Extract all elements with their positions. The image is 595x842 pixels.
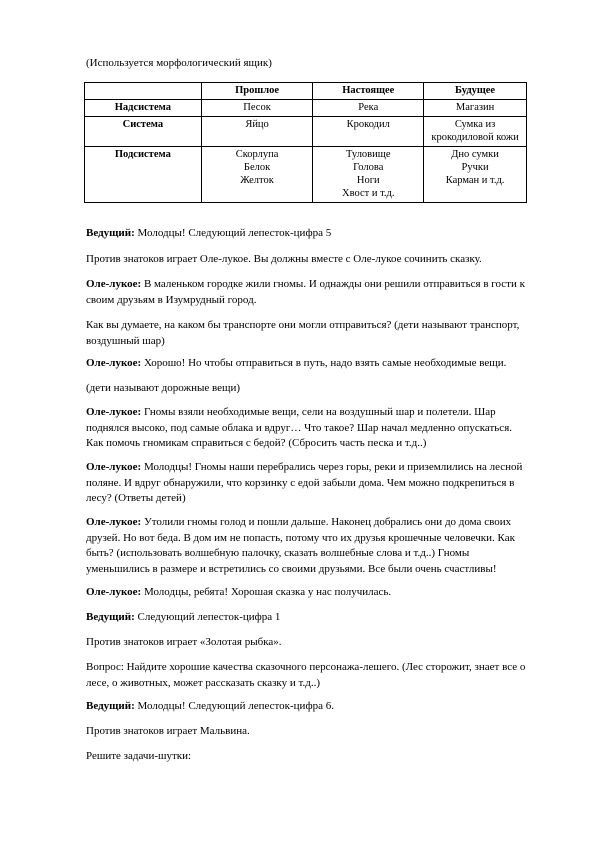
paragraph-text: В маленьком городке жили гномы. И однажды они решили отправиться в гости к своим друзьям в Изумрудный город.	[86, 278, 525, 306]
paragraph	[86, 381, 526, 397]
speaker-label: Оле-лукое:	[86, 357, 142, 369]
cell-line: Яйцо	[245, 119, 269, 130]
table-header-cell	[85, 83, 202, 100]
cell-line: Крокодил	[346, 119, 390, 130]
table-cell	[424, 100, 527, 117]
paragraph-text: Утолили гномы голод и пошли дальше. Наконец добрались они до дома своих друзей. Но вот беда. В дом им не попасть, потому что их друзья крошечные человечки. Как быть? (использовать волшебную палочку, сказать волшебные слова и т.д..) Гномы уменьшились в размере и встретились со своими друзьями. Все были очень счастливы!	[86, 516, 515, 575]
paragraph-text: Против знатоков играет Оле-лукое. Вы должны вместе с Оле-лукое сочинить сказку.	[86, 253, 482, 265]
cell-line: Река	[358, 102, 379, 113]
table-header-cell: Прошлое	[201, 83, 313, 100]
table-cell	[313, 100, 424, 117]
speaker-label: Оле-лукое:	[86, 278, 142, 290]
paragraph	[86, 318, 526, 349]
cell-line: Магазин	[455, 102, 495, 113]
paragraph	[86, 405, 526, 452]
table-row	[85, 100, 527, 117]
paragraph-text: Хорошо! Но чтобы отправиться в путь, надо взять самые необходимые вещи.	[141, 357, 507, 369]
paragraph-text: (дети называют дорожные вещи)	[86, 382, 241, 394]
speaker-label: Оле-лукое:	[86, 461, 142, 473]
cell-line: Карман и т.д.	[445, 175, 505, 186]
cell-line: Голова	[353, 162, 384, 173]
table-header-cell: Будущее	[424, 83, 527, 100]
cell-line: Дно сумки	[451, 149, 499, 160]
paragraph	[86, 699, 526, 715]
paragraph-text: Молодцы! Гномы наши перебрались через горы, реки и приземлились на лесной поляне. И вдруг обнаружили, что корзинку с едой забыли дома. Чем можно подкрепиться в лесу? (Ответы детей)	[86, 461, 523, 504]
table-header-cell: Настоящее	[313, 83, 424, 100]
table-cell	[424, 147, 527, 203]
paragraph-text: Вопрос: Найдите хорошие качества сказочного персонажа-лешего. (Лес сторожит, знает все о лесе, о животных, может рассказать сказку и т.д..)	[86, 661, 526, 689]
table-cell	[424, 117, 527, 147]
paragraph-text: Гномы взяли необходимые вещи, сели на воздушный шар и полетели. Шар поднялся высоко, под самые облака и вдруг… Что такое? Шар начал медленно опускаться. Как помочь гномикам справиться с бедой? (Сбросить часть песка и т.д..)	[86, 406, 512, 449]
morphological-box-table	[84, 82, 527, 203]
row-label: Надсистема	[85, 100, 202, 117]
cell-line: Туловище	[346, 149, 391, 160]
cell-line: Желток	[240, 175, 274, 186]
cell-line: Песок	[243, 102, 271, 113]
paragraph	[86, 610, 526, 626]
paragraph-text: Как вы думаете, на каком бы транспорте они могли отправиться? (дети называют транспорт, воздушный шар)	[86, 319, 520, 347]
paragraph	[86, 460, 526, 507]
speaker-label: Оле-лукое:	[86, 586, 142, 598]
paragraph	[86, 585, 526, 601]
paragraph	[86, 356, 526, 372]
speaker-label: Оле-лукое:	[86, 516, 142, 528]
cell-line: Ноги	[356, 175, 380, 186]
paragraph	[86, 749, 526, 765]
speaker-label: Ведущий:	[86, 227, 135, 239]
table-cell	[201, 100, 313, 117]
speaker-label: Ведущий:	[86, 700, 135, 712]
intro-note: (Используется морфологический ящик)	[86, 57, 272, 69]
cell-line: Скорлупа	[235, 149, 279, 160]
paragraph-text: Против знатоков играет Мальвина.	[86, 725, 250, 737]
paragraph	[86, 277, 526, 308]
paragraph-text: Следующий лепесток-цифра 1	[134, 611, 281, 623]
table-row	[85, 117, 527, 147]
paragraph-text: Молодцы! Следующий лепесток-цифра 6.	[134, 700, 334, 712]
paragraph	[86, 515, 526, 577]
paragraph	[86, 252, 526, 268]
table-cell	[201, 147, 313, 203]
paragraph	[86, 724, 526, 740]
table-cell	[201, 117, 313, 147]
paragraph	[86, 635, 526, 651]
speaker-label: Оле-лукое:	[86, 406, 142, 418]
paragraph	[86, 660, 526, 691]
row-label: Система	[85, 117, 202, 147]
cell-line: Сумка из	[454, 119, 496, 130]
speaker-label: Ведущий:	[86, 611, 135, 623]
row-label: Подсистема	[85, 147, 202, 203]
cell-line: Белок	[243, 162, 271, 173]
paragraph	[86, 226, 526, 242]
table-header-row	[85, 83, 527, 100]
paragraph-text: Молодцы, ребята! Хорошая сказка у нас получилась.	[141, 586, 392, 598]
cell-line: Ручки	[461, 162, 489, 173]
paragraph-text: Молодцы! Следующий лепесток-цифра 5	[134, 227, 332, 239]
cell-line: крокодиловой кожи	[431, 132, 519, 143]
table-cell	[313, 117, 424, 147]
table-cell	[313, 147, 424, 203]
cell-line: Хвост и т.д.	[342, 188, 395, 199]
paragraph-text: Против знатоков играет «Золотая рыбка».	[86, 636, 282, 648]
table-row	[85, 147, 527, 203]
paragraph-text: Решите задачи-шутки:	[86, 750, 192, 762]
